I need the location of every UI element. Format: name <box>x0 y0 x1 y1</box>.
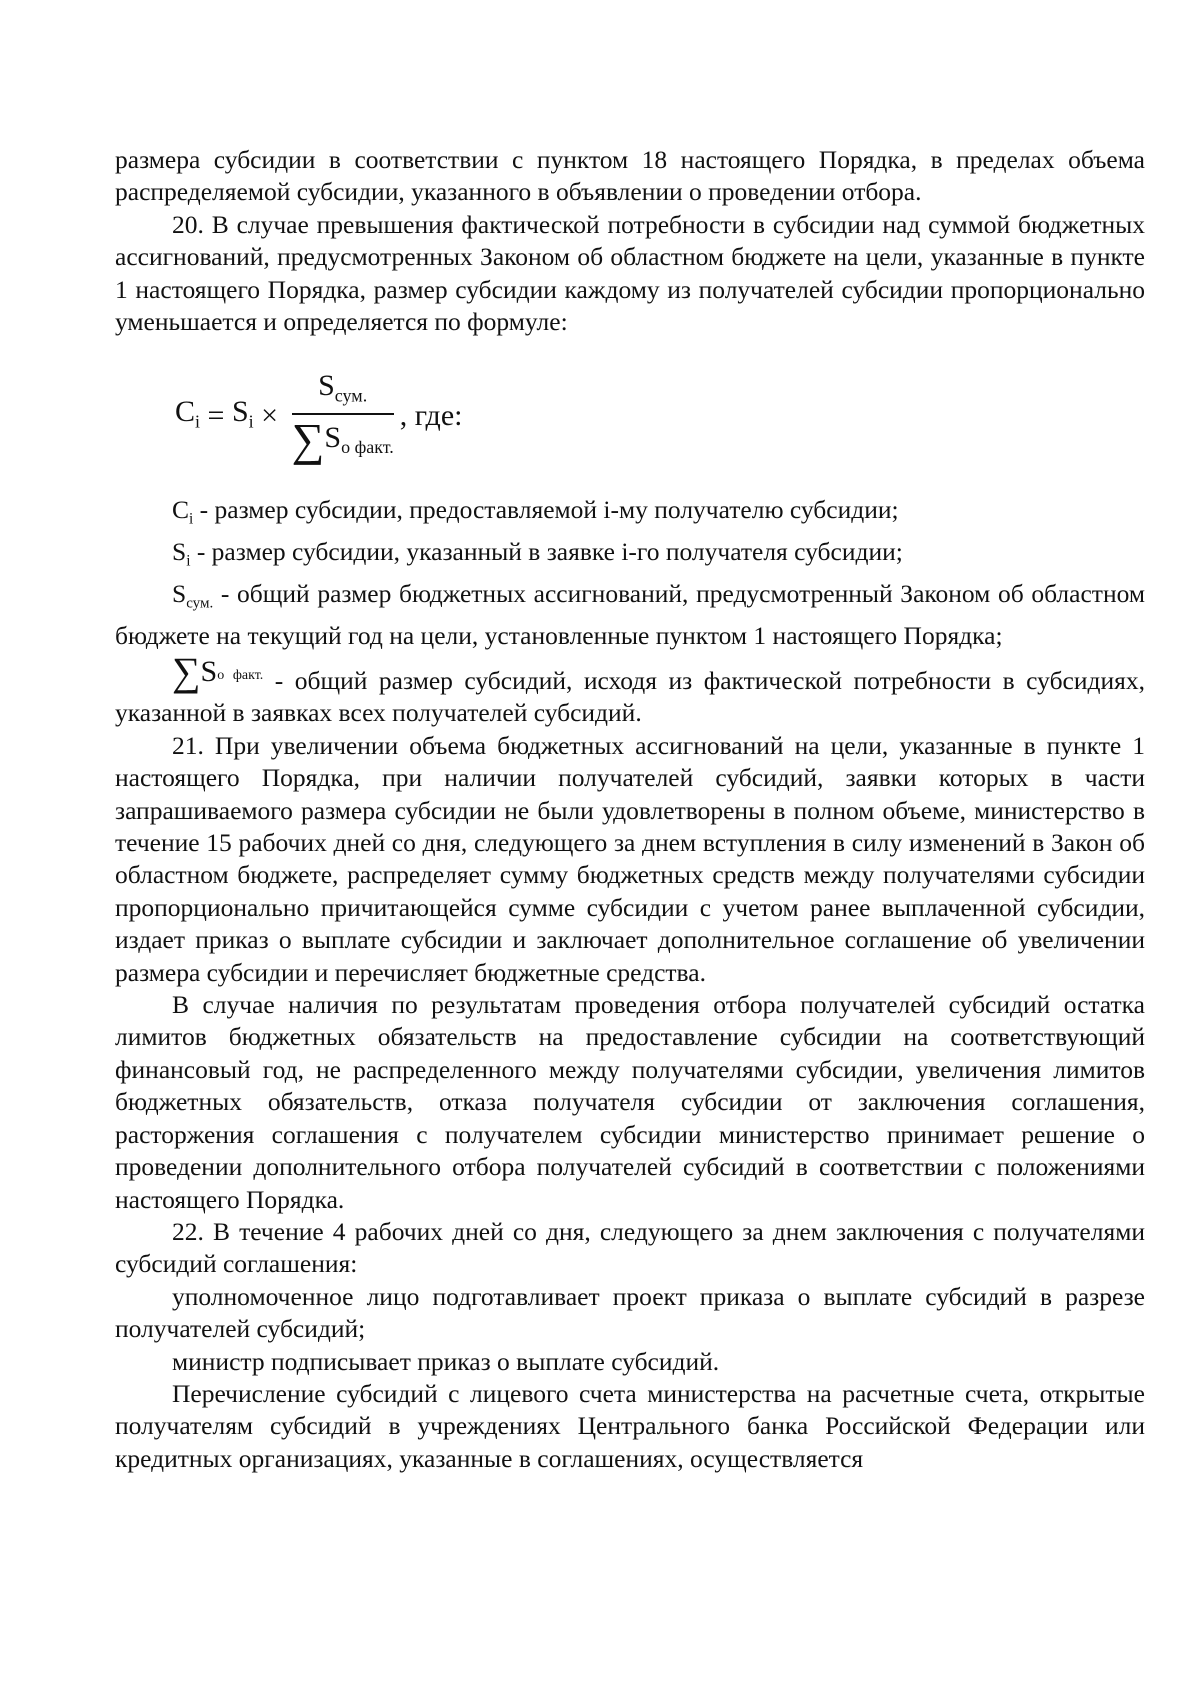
definition-sum-fact: $\sum S_{о факт.}$ - общий размер субсидий, исходя из фактической потребности в субсидиях, указанной в заявках всех получателей субсидий. <box>115 649 1145 728</box>
subsidy-formula <box>115 338 1145 494</box>
paragraph-20: 20. В случае превышения фактической потребности в субсидии над суммой бюджетных ассигнований, предусмотренных Законом об областном бюджете на цели, указанные в пункте 1 настоящего Порядка, размер субсидии каждому из получателей субсидии пропорционально уменьшается и определяется по формуле: <box>115 209 1145 337</box>
paragraph-22-item-2: министр подписывает приказ о выплате субсидий. <box>172 1346 720 1376</box>
sigma-icon: ∑ <box>172 649 201 694</box>
paragraph-22: 22. В течение 4 рабочих дней со дня, следующего за днем заключения с получателями субсидий соглашения: <box>115 1216 1145 1279</box>
definition-si: $S_i$ - размер субсидии, указанный в заявке i-го получателя субсидии; <box>172 537 903 570</box>
formula-times: × <box>253 399 286 433</box>
paragraph-22-transfer: Перечисление субсидий с лицевого счета министерства на расчетные счета, открытые получателям субсидий в учреждениях Центрального банка Российской Федерации или кредитных организациях, указанные в соглашениях, осуществляется <box>115 1378 1145 1473</box>
paragraph-21: 21. При увеличении объема бюджетных ассигнований на цели, указанные в пункте 1 настоящего Порядка, при наличии получателей субсидий, заявки которых в части запрашиваемого размера субсидии не были удовлетворены в полном объеме, министерство в течение 15 рабочих дней со дня, следующего за днем вступления в силу изменений в Закон об областном бюджете, распределяет сумму бюджетных средств между получателями субсидии пропорционально причитающейся сумме субсидии с учетом ранее выплаченной субсидии, издает приказ о выплате субсидии и заключает дополнительное соглашение об увеличении размера субсидии и перечисляет бюджетные средства. <box>115 730 1145 987</box>
formula-tail: , где: <box>399 399 463 433</box>
sigma-icon: ∑ <box>291 413 325 465</box>
formula-fraction <box>292 370 394 464</box>
formula-lhs: $C_i$ <box>175 394 201 431</box>
formula-numerator: $S_{сум.}$ <box>318 368 368 405</box>
paragraph-22-item-1: уполномоченное лицо подготавливает проект приказа о выплате субсидий в разрезе получателей субсидий; <box>115 1281 1145 1344</box>
document-body <box>115 144 1145 1475</box>
paragraph-21-additional: В случае наличия по результатам проведения отбора получателей субсидий остатка лимитов бюджетных обязательств на предоставление субсидии на соответствующий финансовый год, не распределенного между получателями субсидии, увеличения лимитов бюджетных обязательств, отказа получателя субсидии от заключения соглашения, расторжения соглашения с получателем субсидии министерство принимает решение о проведении дополнительного отбора получателей субсидий в соответствии с положениями настоящего Порядка. <box>115 990 1145 1214</box>
formula-equals: = <box>200 399 232 433</box>
definition-ci: $C_i$ - размер субсидии, предоставляемой i-му получателю субсидии; <box>172 495 899 528</box>
formula-denominator: $\sum S_{о факт.}$ <box>291 413 394 465</box>
paragraph-continuation: размера субсидии в соответствии с пунктом 18 настоящего Порядка, в пределах объема распределяемой субсидии, указанного в объявлении о проведении отбора. <box>115 145 1145 207</box>
formula-si: $S_i$ <box>231 394 254 431</box>
definition-ssum: $S_{сум.}$ - общий размер бюджетных ассигнований, предусмотренный Законом об областном бюджете на текущий год на цели, установленные пунктом 1 настоящего Порядка; <box>115 578 1145 650</box>
